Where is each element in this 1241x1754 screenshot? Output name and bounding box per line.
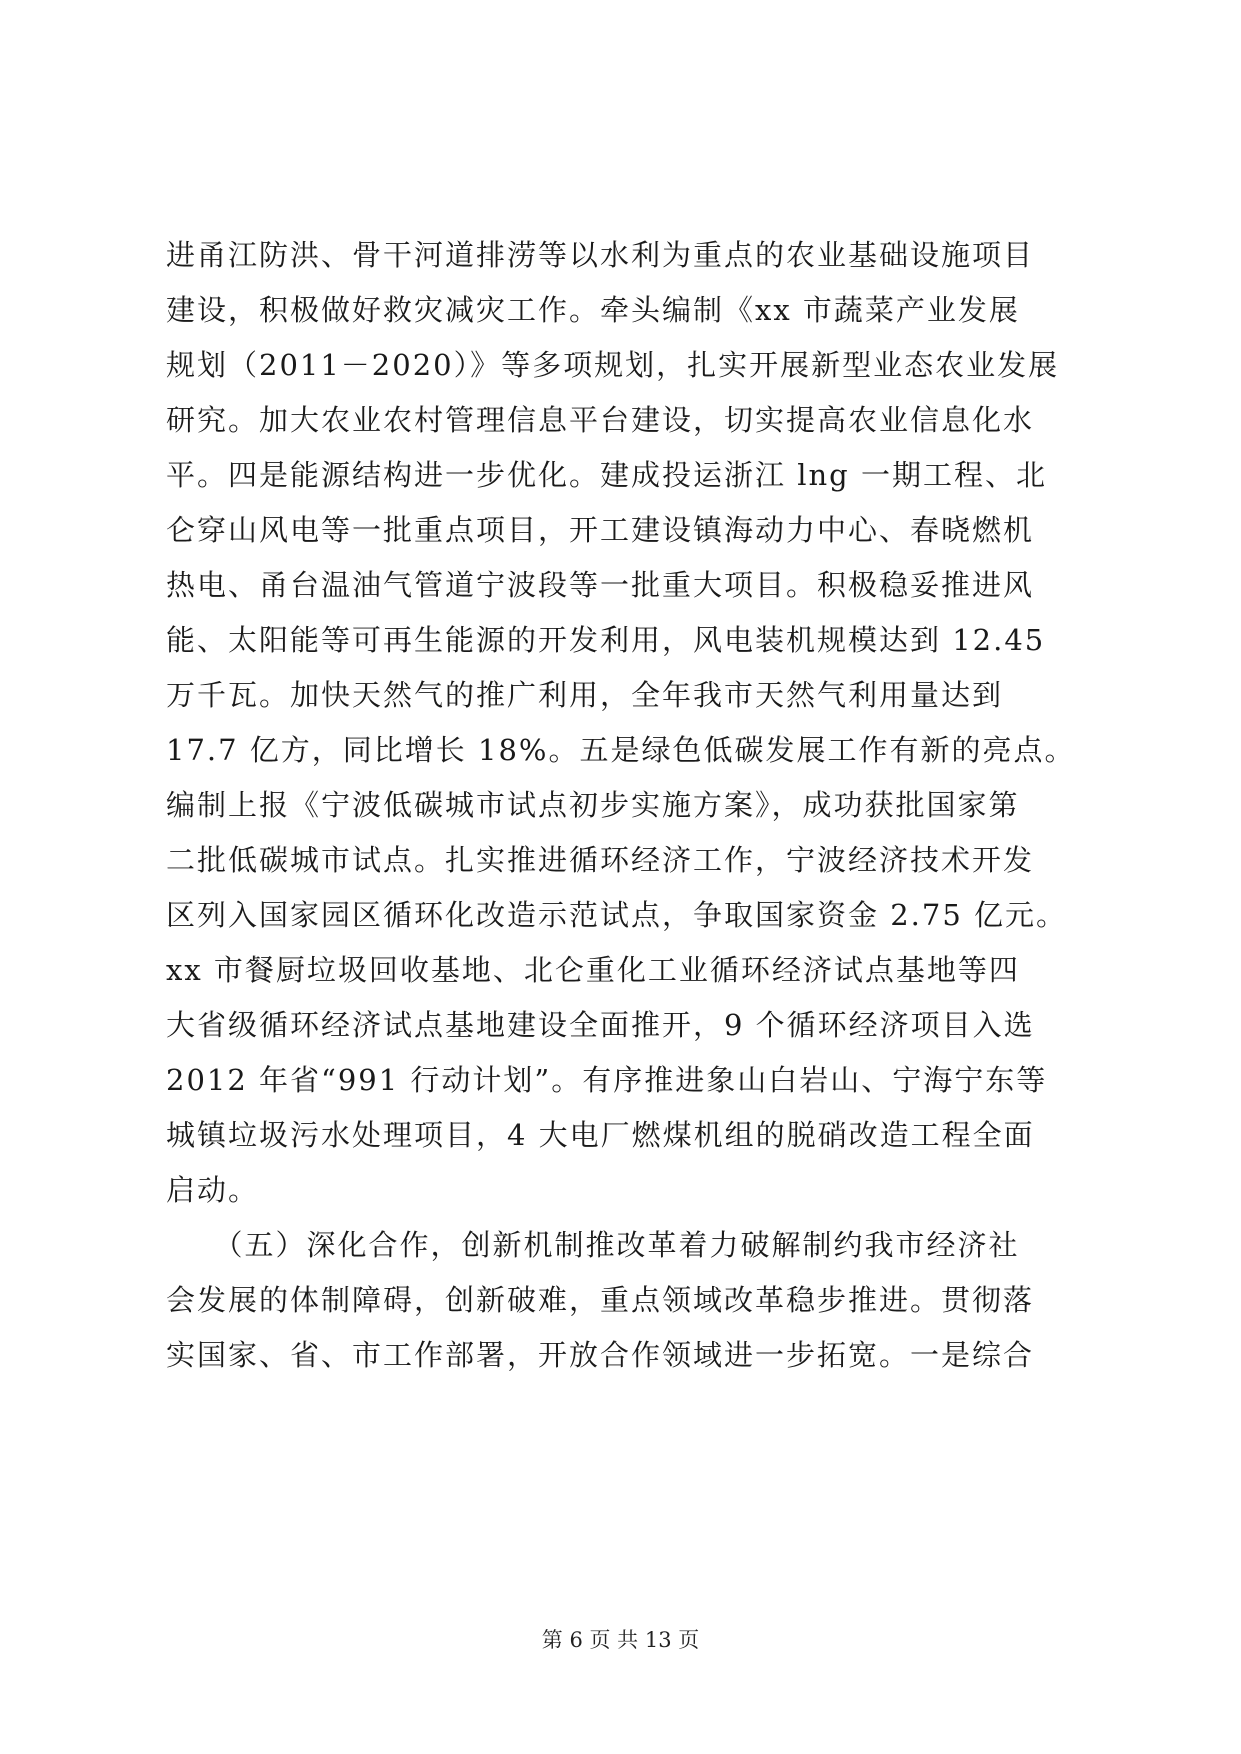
text-line: xx 市餐厨垃圾回收基地、北仑重化工业循环经济试点基地等四 bbox=[166, 953, 1020, 987]
text-line: 能、太阳能等可再生能源的开发利用，风电装机规模达到 12.45 bbox=[166, 623, 1046, 657]
page-number-footer: 第 6 页 共 13 页 bbox=[541, 1628, 700, 1652]
text-line: 大省级循环经济试点基地建设全面推开，9 个循环经济项目入选 bbox=[166, 1008, 1035, 1042]
text-line: 规划（2011－2020）》等多项规划，扎实开展新型业态农业发展 bbox=[166, 348, 1060, 382]
text-line: 仑穿山风电等一批重点项目，开工建设镇海动力中心、春晓燃机 bbox=[166, 513, 1035, 547]
body-text bbox=[166, 228, 1076, 1383]
text-line: 平。四是能源结构进一步优化。建成投运浙江 lng 一期工程、北 bbox=[166, 458, 1047, 492]
text-line: 热电、甬台温油气管道宁波段等一批重大项目。积极稳妥推进风 bbox=[166, 568, 1035, 602]
text-line: 城镇垃圾污水处理项目，4 大电厂燃煤机组的脱硝改造工程全面 bbox=[166, 1118, 1035, 1152]
text-line: 研究。加大农业农村管理信息平台建设，切实提高农业信息化水 bbox=[166, 403, 1035, 437]
text-line: 建设，积极做好救灾减灾工作。牵头编制《xx 市蔬菜产业发展 bbox=[166, 293, 1020, 327]
text-line: 实国家、省、市工作部署，开放合作领域进一步拓宽。一是综合 bbox=[166, 1338, 1035, 1372]
text-line: 启动。 bbox=[166, 1173, 260, 1207]
text-line: （五）深化合作，创新机制推改革着力破解制约我市经济社 bbox=[166, 1228, 1020, 1262]
text-line: 会发展的体制障碍，创新破难，重点领域改革稳步推进。贯彻落 bbox=[166, 1283, 1035, 1317]
text-line: 2012 年省“991 行动计划”。有序推进象山白岩山、宁海宁东等 bbox=[166, 1063, 1048, 1097]
text-line: 二批低碳城市试点。扎实推进循环经济工作，宁波经济技术开发 bbox=[166, 843, 1035, 877]
text-line: 编制上报《宁波低碳城市试点初步实施方案》，成功获批国家第 bbox=[166, 788, 1020, 822]
text-line: 区列入国家园区循环化改造示范试点，争取国家资金 2.75 亿元。 bbox=[166, 898, 1068, 932]
text-line: 进甬江防洪、骨干河道排涝等以水利为重点的农业基础设施项目 bbox=[166, 238, 1035, 272]
text-line: 万千瓦。加快天然气的推广利用，全年我市天然气利用量达到 bbox=[166, 678, 1004, 712]
text-line: 17.7 亿方，同比增长 18%。五是绿色低碳发展工作有新的亮点。 bbox=[166, 733, 1076, 767]
